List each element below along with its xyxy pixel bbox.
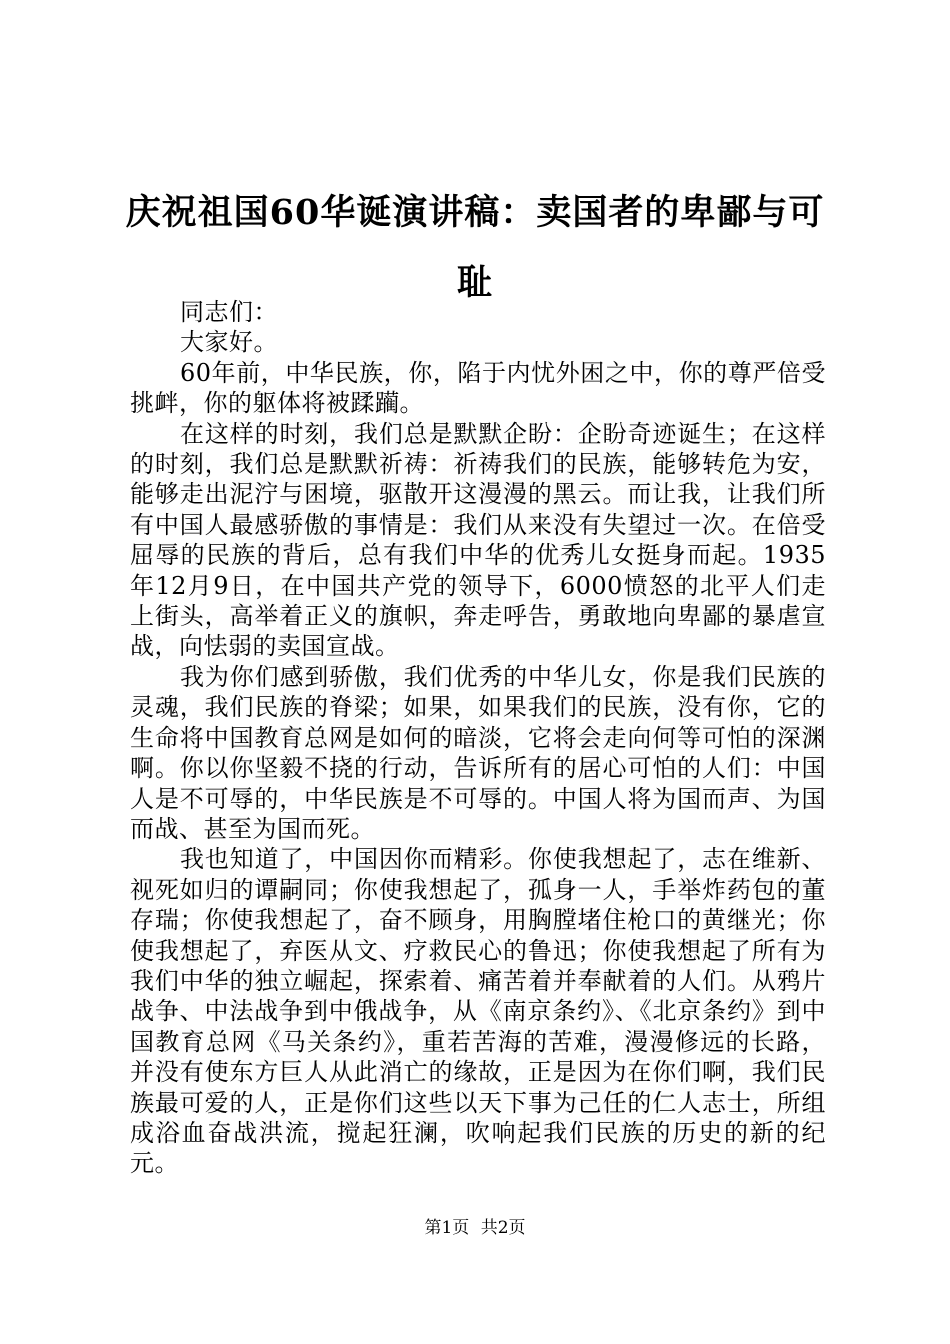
paragraph: 60年前，中华民族，你，陷于内忧外困之中，你的尊严倍受挑衅，你的躯体将被蹂躏。 [130, 358, 826, 418]
document-title: 庆祝祖国60华诞演讲稿：卖国者的卑鄙与可耻 [125, 192, 825, 303]
paragraph: 我也知道了，中国因你而精彩。你使我想起了，志在维新、视死如归的谭嗣同；你使我想起了，孤身一人，手举炸药包的董存瑞；你使我想起了，奋不顾身，用胸膛堵住枪口的黄继光；你使我想起了，弃医从文、疗救民心的鲁迅；你使我想起了所有为我们中华的独立崛起，探索着、痛苦着并奉献着的人们。从鸦片战争、中法战争到中俄战争，从《南京条约》、《北京条约》到中国教育总网《马关条约》，重若苦海的苦难，漫漫修远的长路，并没有使东方巨人从此消亡的缘故，正是因为在你们啊，我们民族最可爱的人，正是你们这些以天下事为己任的仁人志士，所组成浴血奋战洪流，搅起狂澜，吹响起我们民族的历史的新的纪元。 [130, 845, 826, 1178]
paragraph: 我为你们感到骄傲，我们优秀的中华儿女，你是我们民族的灵魂，我们民族的脊梁；如果，如果我们的民族，没有你，它的生命将中国教育总网是如何的暗淡，它将会走向何等可怕的深渊啊。你以你坚毅不挠的行动，告诉所有的居心可怕的人们：中国人是不可辱的，中华民族是不可辱的。中国人将为国而声、为国而战、甚至为国而死。 [130, 662, 826, 843]
page-number: 第1页 [424, 1218, 470, 1238]
paragraph-salutation: 同志们： [180, 298, 278, 326]
document-body [130, 297, 826, 1179]
page-footer [0, 1217, 950, 1239]
page-total: 共2页 [480, 1218, 526, 1238]
paragraph-greeting: 大家好。 [180, 328, 278, 357]
paragraph: 在这样的时刻，我们总是默默企盼：企盼奇迹诞生；在这样的时刻，我们总是默默祈祷：祈祷我们的民族，能够转危为安，能够走出泥泞与困境，驱散开这漫漫的黑云。而让我，让我们所有中国人最感骄傲的事情是：我们从来没有失望过一次。在倍受屈辱的民族的背后，总有我们中华的优秀儿女挺身而起。1935年12月9日，在中国共产党的领导下，6000愤怒的北平人们走上街头，高举着正义的旗帜，奔走呼告，勇敢地向卑鄙的暴虐宣战，向怯弱的卖国宣战。 [130, 419, 826, 661]
